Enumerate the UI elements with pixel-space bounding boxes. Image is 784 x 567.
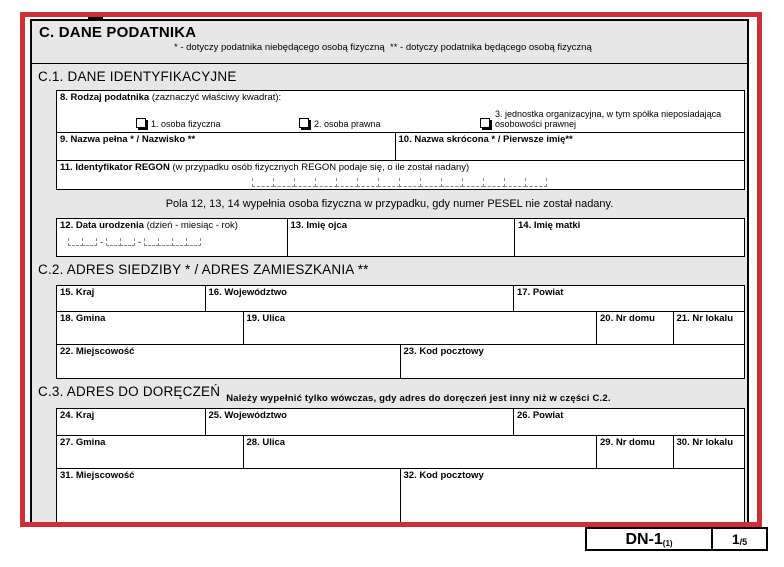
comb-cell: [158, 238, 173, 246]
field-29-label: 29. Nr domu: [600, 436, 655, 448]
form-code-version: (1): [662, 539, 673, 548]
page-number-box: [711, 527, 768, 551]
field-18-gmina[interactable]: [56, 311, 244, 346]
field-28-label: 28. Ulica: [246, 436, 286, 448]
comb-cell: [315, 178, 337, 187]
field-13-imie-ojca[interactable]: [287, 218, 516, 257]
c1-fields-2: [32, 218, 747, 257]
field-11-label-bold: 11. Identyfikator REGON: [60, 162, 170, 173]
field-9-label: 9. Nazwa pełna * / Nazwisko **: [60, 133, 196, 145]
field-31-miejscowosc[interactable]: [56, 468, 401, 527]
field-15-label: 15. Kraj: [60, 287, 95, 298]
field-29-nr-domu[interactable]: [596, 435, 674, 470]
field-10-nazwa-skrocona[interactable]: [395, 132, 746, 162]
comb-cell: [144, 238, 159, 246]
field-21-label: 21. Nr lokalu: [676, 312, 733, 324]
field-30-nr-lokalu[interactable]: [673, 435, 746, 470]
field-26-powiat[interactable]: [513, 408, 745, 436]
checkbox-icon[interactable]: [136, 118, 146, 128]
comb-cell: [441, 178, 463, 187]
section-c3-note: Należy wypełnić tylko wówczas, gdy adres do doręczeń jest inny niż w części C.2.: [226, 393, 611, 404]
field-32-kod-pocztowy[interactable]: [400, 468, 746, 527]
field-14-label: 14. Imię matki: [518, 220, 581, 231]
checkbox-icon[interactable]: [299, 118, 309, 128]
comb-cell: [357, 178, 379, 187]
regon-comb-input[interactable]: [252, 178, 741, 187]
comb-cell: [186, 238, 201, 246]
comb-cell: [462, 178, 484, 187]
comb-cell: [106, 238, 121, 246]
option-label: 2. osoba prawna: [314, 118, 381, 129]
field-23-kod-pocztowy[interactable]: [400, 344, 746, 379]
section-c2-title: C.2. ADRES SIEDZIBY * / ADRES ZAMIESZKANIA **: [38, 262, 369, 277]
section-c1-title: C.1. DANE IDENTYFIKACYJNE: [38, 69, 237, 84]
form-code: DN-1: [625, 531, 663, 548]
comb-cell: [483, 178, 505, 187]
field-8-label-bold: 8. Rodzaj podatnika: [60, 92, 150, 103]
field-30-label: 30. Nr lokalu: [676, 436, 733, 448]
field-18-label: 18. Gmina: [60, 312, 106, 324]
comb-cell: [294, 178, 316, 187]
section-c-title: C. DANE PODATNIKA: [39, 24, 197, 41]
field-22-miejscowosc[interactable]: [56, 344, 401, 379]
date-comb-input[interactable]: [68, 238, 284, 246]
field-20-label: 20. Nr domu: [600, 312, 655, 324]
page-total: /5: [739, 537, 748, 547]
option-osoba-fizyczna[interactable]: [136, 118, 299, 130]
field-11-regon[interactable]: [56, 160, 745, 190]
comb-cell: [399, 178, 421, 187]
page-current: 1: [731, 531, 740, 547]
field-8-label: [60, 93, 741, 104]
field-11-hint: (w przypadku osób fizycznych REGON podaje się, o ile został nadany): [172, 162, 470, 173]
field-23-label: 23. Kod pocztowy: [403, 346, 484, 357]
field-27-label: 27. Gmina: [60, 436, 106, 448]
option-label: 3. jednostka organizacyjna, w tym spółka nieposiadająca osobowości prawnej: [495, 108, 722, 129]
section-c-subtitle: * - dotyczy podatnika niebędącego osobą fizyczną ** - dotyczy podatnika będącego osobą fizyczną: [174, 42, 592, 53]
field-20-nr-domu[interactable]: [596, 311, 674, 346]
field-12-data-urodzenia[interactable]: [56, 218, 288, 257]
field-28-ulica[interactable]: [243, 435, 598, 470]
comb-cell: [273, 178, 295, 187]
option-label: 1. osoba fizyczna: [151, 118, 221, 129]
section-c3-header: [32, 379, 747, 408]
field-8-hint: (zaznaczyć właściwy kwadrat):: [151, 92, 282, 103]
form-section-c: [30, 19, 749, 527]
field-27-gmina[interactable]: [56, 435, 244, 470]
c3-fields: [32, 408, 747, 527]
comb-cell: [504, 178, 526, 187]
field-26-label: 26. Powiat: [517, 410, 564, 421]
field-16-wojewodztwo[interactable]: [205, 285, 515, 312]
option-jednostka-organizacyjna[interactable]: [480, 110, 741, 130]
field-24-kraj[interactable]: [56, 408, 206, 436]
field-13-label: 13. Imię ojca: [290, 220, 348, 231]
pesel-note: Pola 12, 13, 14 wypełnia osoba fizyczna w przypadku, gdy numer PESEL nie został nadany.: [165, 198, 614, 210]
field-19-ulica[interactable]: [243, 311, 598, 346]
field-19-label: 19. Ulica: [246, 312, 286, 324]
comb-cell: [252, 178, 274, 187]
field-21-nr-lokalu[interactable]: [673, 311, 746, 346]
field-12-label-bold: 12. Data urodzenia: [60, 220, 144, 231]
comb-dash: -: [100, 236, 103, 247]
section-c-header: [32, 21, 747, 64]
field-14-imie-matki[interactable]: [514, 218, 745, 257]
field-17-powiat[interactable]: [513, 285, 745, 312]
comb-cell: [120, 238, 135, 246]
field-8-rodzaj-podatnika[interactable]: [56, 90, 745, 133]
field-25-wojewodztwo[interactable]: [205, 408, 515, 436]
field-22-label: 22. Miejscowość: [60, 346, 135, 357]
field-12-hint: (dzień - miesiąc - rok): [146, 220, 238, 231]
field-10-label: 10. Nazwa skrócona * / Pierwsze imię**: [398, 133, 573, 145]
field-31-label: 31. Miejscowość: [60, 470, 135, 481]
comb-cell: [82, 238, 97, 246]
comb-cell: [68, 238, 83, 246]
comb-cell: [172, 238, 187, 246]
option-osoba-prawna[interactable]: [299, 118, 480, 130]
c2-fields: [32, 285, 747, 379]
field-17-label: 17. Powiat: [517, 287, 564, 298]
comb-cell: [336, 178, 358, 187]
field-25-label: 25. Województwo: [208, 410, 287, 421]
field-12-label: [60, 221, 284, 232]
field-8-options: [136, 110, 741, 130]
page-footer: [585, 527, 768, 551]
comb-dash: -: [138, 236, 141, 247]
c1-fields: [32, 90, 747, 190]
comb-cell: [420, 178, 442, 187]
section-c3-title: C.3. ADRES DO DORĘCZEŃ: [38, 384, 221, 399]
field-9-nazwa-pelna[interactable]: [56, 132, 396, 162]
checkbox-icon[interactable]: [480, 118, 490, 128]
field-16-label: 16. Województwo: [208, 287, 287, 298]
comb-cell: [525, 178, 547, 187]
field-15-kraj[interactable]: [56, 285, 206, 312]
form-code-box: [585, 527, 713, 551]
red-crop-frame: [20, 12, 762, 527]
field-11-label: [60, 163, 741, 174]
field-24-label: 24. Kraj: [60, 410, 95, 421]
comb-cell: [378, 178, 400, 187]
field-32-label: 32. Kod pocztowy: [403, 470, 484, 481]
